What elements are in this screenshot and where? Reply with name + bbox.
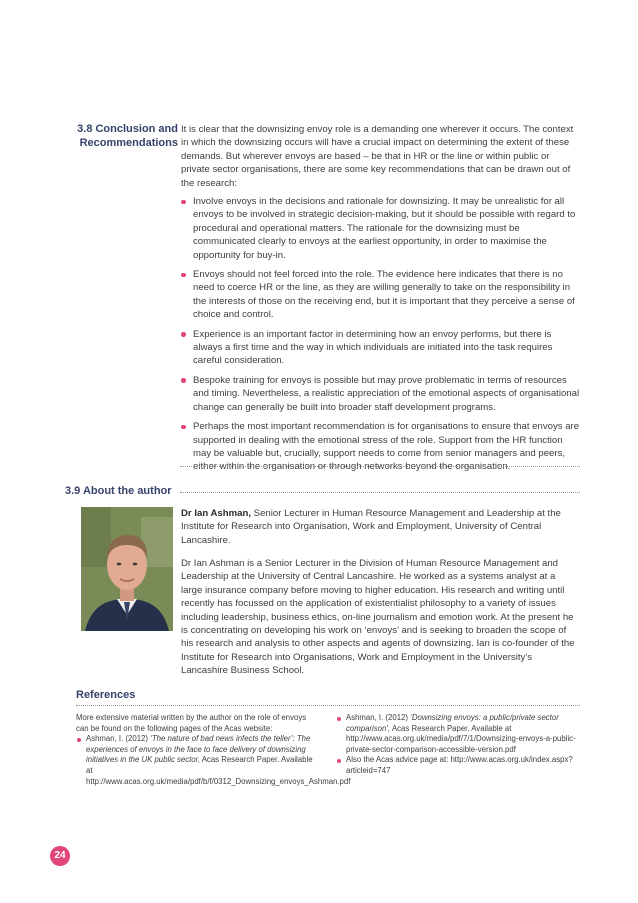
reference-author: Ashman, I. (2012) <box>346 713 411 722</box>
section-3-8-heading-line1: 3.8 Conclusion and <box>77 123 178 135</box>
list-item: Perhaps the most important recommendation is for organisations to ensure that envoys are supported in dealing with the emotional stress of the role. Support from the HR function may be valuable but, crucially, support needs to come from senior managers and peers, either within the organisation or through networks beyond the organisation. <box>180 420 580 474</box>
section-3-9-heading: 3.9 About the author <box>65 485 172 497</box>
recommendations-list <box>180 195 580 480</box>
reference-title: ‘Downsizing envoys: a public/private sector comparison’, <box>346 713 559 733</box>
section-3-8-heading <box>66 122 178 150</box>
author-name: Dr Ian Ashman, <box>181 508 252 519</box>
references-list-right <box>336 713 580 777</box>
list-item: Experience is an important factor in determining how an envoy performs, but there is always a first time and the way in which individuals are initiated into the task requires careful consideration. <box>180 328 580 368</box>
page-number-badge: 24 <box>50 846 70 866</box>
author-bio: Dr Ian Ashman is a Senior Lecturer in the Division of Human Resource Management and Leadership at the University of Central Lancashire. He worked as a systems analyst at a large insurance company before moving to higher education. His research and writing until recently has focussed on the application of existentialist philosophy to a variety of issues including leadership, business ethics, on-line journalism and emotion work. At the present he is concentrating on developing his work on ‘envoys’ and is seeking to broaden the scope of his research and analysis to other aspects and agents of downsizing. Ian is co-founder of the Institute for Research into Organisations, Work and Employment in the University’s Lancashire Business School. <box>181 558 575 677</box>
reference-title: ‘The nature of bad news infects the teller’: The experiences of envoys in the face to face delivery of downsizing initiatives in the UK public sector, <box>86 734 311 765</box>
references-heading: References <box>76 689 136 701</box>
author-portrait-graphic <box>81 507 173 631</box>
section-3-8-intro: It is clear that the downsizing envoy role is a demanding one wherever it occurs. The context in which the downsizing occurs will have a crucial impact on determining the extent of these demands. But wherever envoys are based – be that in HR or the line or within public or private sector organisations, there are some key recommendations that can be drawn out of the research: <box>181 124 574 189</box>
reference-source: Acas Research Paper. Available at http://www.acas.org.uk/media/pdf/7/1/Downsizing-envoys-a-public-private-sector-comparison-accessible-version.pdf <box>346 723 576 754</box>
author-photo <box>81 507 173 631</box>
references-right-column <box>336 713 580 777</box>
list-item <box>76 734 351 787</box>
references-list-left <box>76 734 351 787</box>
section-3-8-heading-line2: Recommendations <box>79 137 178 149</box>
reference-author: Ashman, I. (2012) <box>86 734 151 744</box>
reference-source: Acas Research Paper. Available at http://www.acas.org.uk/media/pdf/b/f/0312_Downsizing_envoys_Ashman.pdf <box>86 755 351 786</box>
references-divider <box>76 705 580 706</box>
list-item: Also the Acas advice page at: http://www.acas.org.uk/index.aspx?articleid=747 <box>336 755 580 776</box>
references-left-column <box>76 713 351 787</box>
list-item: Envoys should not feel forced into the role. The evidence here indicates that there is no need to coerce HR or the line, as they are willing generally to take on the responsibility in the interests of those on the receiving end, but it is important that they perceive a sense of choice and control. <box>180 268 580 322</box>
section-divider <box>180 466 580 467</box>
section-divider <box>180 492 580 493</box>
author-intro <box>181 507 579 547</box>
author-title: Senior Lecturer in Human Resource Management and Leadership at the Institute for Research into Organisation, Work and Employment, University of Central Lancashire. <box>181 508 561 546</box>
list-item: Involve envoys in the decisions and rationale for downsizing. It may be unrealistic for all envoys to be involved in strategic decision-making, but it should be possible with regard to procedural and operational matters. The rationale for the downsizing must be communicated clearly to envoys at the earliest opportunity, in order to maximise the opportunity for buy-in. <box>180 195 580 262</box>
references-intro: More extensive material written by the author on the role of envoys can be found on the following pages of the Acas website: <box>76 713 307 733</box>
list-item <box>336 713 580 755</box>
list-item: Bespoke training for envoys is possible but may prove problematic in terms of resources and timing. Nevertheless, a realistic appreciation of the emotional aspects of organisational change can generally be built into broader staff development programs. <box>180 374 580 414</box>
